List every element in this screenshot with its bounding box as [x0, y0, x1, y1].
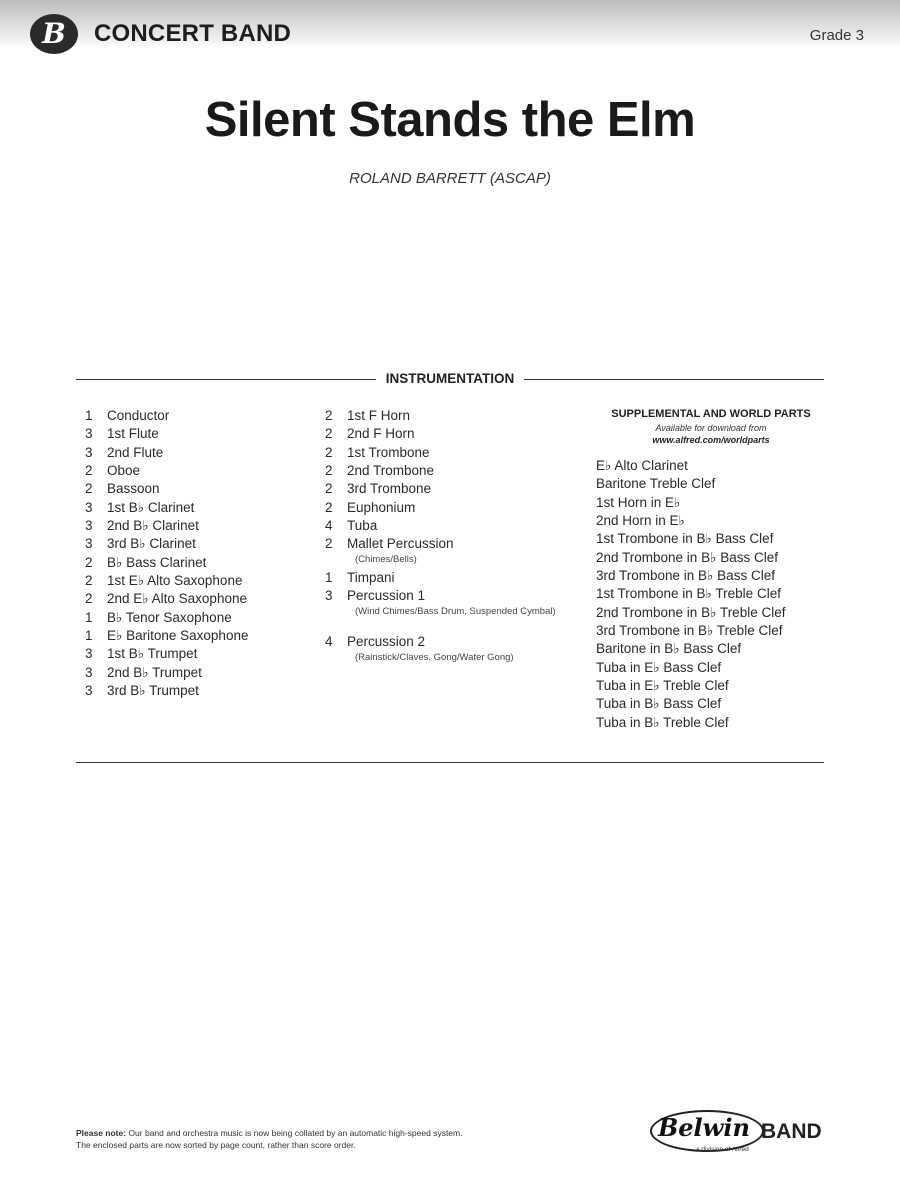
- supplemental-url: www.alfred.com/worldparts: [652, 435, 770, 445]
- instrument-detail: (Rainstick/Claves, Gong/Water Gong): [355, 652, 514, 664]
- instrument-quantity: 2: [325, 463, 333, 479]
- instrument-row: [325, 500, 575, 518]
- supplemental-part: Tuba in B♭ Treble Clef: [596, 714, 729, 730]
- instrument-name: 2nd B♭ Trumpet: [107, 664, 202, 680]
- instrument-name: B♭ Bass Clarinet: [107, 554, 207, 570]
- instrument-quantity: 2: [325, 536, 333, 552]
- page-title: Silent Stands the Elm: [204, 93, 696, 147]
- instrument-name: 2nd F Horn: [347, 426, 415, 442]
- supplemental-part: 3rd Trombone in B♭ Bass Clef: [596, 568, 775, 584]
- instrument-name: Bassoon: [107, 481, 160, 497]
- instrument-row: [85, 426, 315, 444]
- instrument-quantity: 2: [325, 444, 333, 460]
- grade-label: Grade 3: [809, 27, 864, 44]
- instrument-detail: (Chimes/Bells): [355, 554, 417, 566]
- instrument-quantity: 1: [85, 408, 93, 423]
- instrument-detail: (Wind Chimes/Bass Drum, Suspended Cymbal): [355, 606, 556, 618]
- instrument-name: 1st B♭ Clarinet: [107, 499, 195, 515]
- instrument-name: 2nd E♭ Alto Saxophone: [107, 591, 247, 607]
- instrument-name: Conductor: [107, 408, 170, 423]
- instrument-quantity: 3: [85, 683, 93, 699]
- instrument-row: [325, 588, 575, 634]
- instrument-name: Mallet Percussion: [347, 536, 454, 552]
- supplemental-part: 3rd Trombone in B♭ Treble Clef: [596, 623, 783, 639]
- instrument-name: 1st F Horn: [347, 408, 411, 423]
- instrument-name: 3rd B♭ Clarinet: [107, 536, 196, 552]
- instrument-row: [325, 481, 575, 499]
- instrument-row: [325, 426, 575, 444]
- supplemental-part: Baritone Treble Clef: [596, 476, 716, 492]
- instrument-quantity: 1: [85, 609, 93, 625]
- belwin-logo-word: Belwin: [658, 1113, 750, 1142]
- instrument-quantity: 2: [85, 591, 93, 607]
- instrument-quantity: 3: [85, 664, 93, 680]
- instrument-row: [85, 500, 315, 518]
- collation-note: [76, 1127, 462, 1151]
- instrument-name: Oboe: [107, 463, 141, 479]
- instrument-row: [325, 634, 575, 667]
- instrument-quantity: 2: [325, 408, 333, 423]
- instrument-quantity: 3: [85, 646, 93, 662]
- bottom-rule: [76, 762, 824, 763]
- instrument-name: Percussion 2: [347, 634, 426, 650]
- instrument-row: [85, 518, 315, 536]
- series-label: CONCERT BAND: [94, 20, 292, 47]
- belwin-b-logo: B: [30, 14, 78, 54]
- instrument-quantity: 4: [325, 634, 333, 650]
- instrument-quantity: 2: [85, 554, 93, 570]
- supplemental-part: 2nd Trombone in B♭ Bass Clef: [596, 549, 778, 565]
- instrument-row: [85, 481, 315, 499]
- instrument-quantity: 3: [85, 518, 93, 534]
- instrument-quantity: 3: [325, 588, 333, 604]
- instrumentation-heading: [0, 371, 900, 386]
- instrument-row: [85, 573, 315, 591]
- belwin-division-label: a division of Alfred: [696, 1146, 749, 1153]
- instrument-name: Timpani: [347, 569, 395, 585]
- instrument-row: [85, 555, 315, 573]
- supplemental-part: 1st Trombone in B♭ Treble Clef: [596, 586, 781, 602]
- instrument-column-2: [325, 408, 575, 668]
- instrument-name: 2nd B♭ Clarinet: [107, 518, 199, 534]
- instrument-row: [85, 445, 315, 463]
- instrumentation-heading-text: INSTRUMENTATION: [378, 371, 523, 386]
- instrument-row: [85, 408, 315, 426]
- instrument-name: 1st B♭ Trumpet: [107, 646, 198, 662]
- instrument-name: 3rd B♭ Trumpet: [107, 683, 199, 699]
- instrument-name: B♭ Tenor Saxophone: [107, 609, 232, 625]
- instrument-row: [325, 536, 575, 569]
- instrument-row: [85, 665, 315, 683]
- supplemental-part: Tuba in E♭ Bass Clef: [596, 659, 722, 675]
- instrument-row: [325, 570, 575, 588]
- collation-note-label: Please note:: [76, 1128, 127, 1138]
- belwin-band-label: BAND: [761, 1120, 822, 1143]
- instrument-name: 2nd Flute: [107, 444, 164, 460]
- supplemental-list: [596, 458, 785, 733]
- supplemental-part: 1st Trombone in B♭ Bass Clef: [596, 531, 774, 547]
- instrument-name: E♭ Baritone Saxophone: [107, 628, 249, 644]
- instrument-quantity: 1: [85, 628, 93, 644]
- instrument-quantity: 1: [325, 569, 333, 585]
- instrument-row: [85, 591, 315, 609]
- instrument-row: [85, 628, 315, 646]
- instrument-row: [85, 463, 315, 481]
- supplemental-title: SUPPLEMENTAL AND WORLD PARTS: [611, 408, 811, 420]
- instrument-row: [85, 610, 315, 628]
- supplemental-part: 1st Horn in E♭: [596, 494, 681, 510]
- instrument-row: [85, 646, 315, 664]
- instrument-name: Tuba: [347, 518, 378, 534]
- instrument-quantity: 3: [85, 444, 93, 460]
- instrument-name: 1st E♭ Alto Saxophone: [107, 573, 243, 589]
- composer: ROLAND BARRETT (ASCAP): [349, 170, 551, 187]
- instrument-name: 3rd Trombone: [347, 481, 432, 497]
- collation-note-line-2: The enclosed parts are now sorted by page count, rather than score order.: [76, 1140, 356, 1150]
- instrument-quantity: 4: [325, 518, 333, 534]
- instrument-quantity: 2: [325, 499, 333, 515]
- instrument-quantity: 2: [85, 481, 93, 497]
- instrument-quantity: 3: [85, 536, 93, 552]
- instrument-quantity: 2: [85, 573, 93, 589]
- supplemental-part: Baritone in B♭ Bass Clef: [596, 641, 742, 657]
- instrument-row: [325, 445, 575, 463]
- collation-note-line-1: [76, 1127, 462, 1139]
- instrument-name: Percussion 1: [347, 588, 426, 604]
- instrument-name: 2nd Trombone: [347, 463, 435, 479]
- supplemental-availability: Available for download from: [655, 423, 767, 433]
- instrument-row: [85, 683, 315, 701]
- instrument-name: 1st Trombone: [347, 444, 430, 460]
- collation-note-text-1: Our band and orchestra music is now being collated by an automatic high-speed system.: [126, 1128, 463, 1138]
- instrument-quantity: 2: [325, 426, 333, 442]
- supplemental-part: Tuba in B♭ Bass Clef: [596, 696, 722, 712]
- instrument-name: 1st Flute: [107, 426, 159, 442]
- instrument-quantity: 2: [85, 463, 93, 479]
- supplemental-part: E♭ Alto Clarinet: [596, 458, 688, 473]
- supplemental-part: 2nd Horn in E♭: [596, 513, 685, 529]
- instrument-quantity: 3: [85, 426, 93, 442]
- instrument-row: [85, 536, 315, 554]
- instrument-name: Euphonium: [347, 499, 416, 515]
- instrument-quantity: 2: [325, 481, 333, 497]
- instrument-column-1: [85, 408, 315, 702]
- instrument-row: [325, 408, 575, 426]
- instrument-row: [325, 518, 575, 536]
- instrument-row: [325, 463, 575, 481]
- supplemental-part: Tuba in E♭ Treble Clef: [596, 678, 729, 694]
- supplemental-part: 2nd Trombone in B♭ Treble Clef: [596, 604, 786, 620]
- instrument-quantity: 3: [85, 499, 93, 515]
